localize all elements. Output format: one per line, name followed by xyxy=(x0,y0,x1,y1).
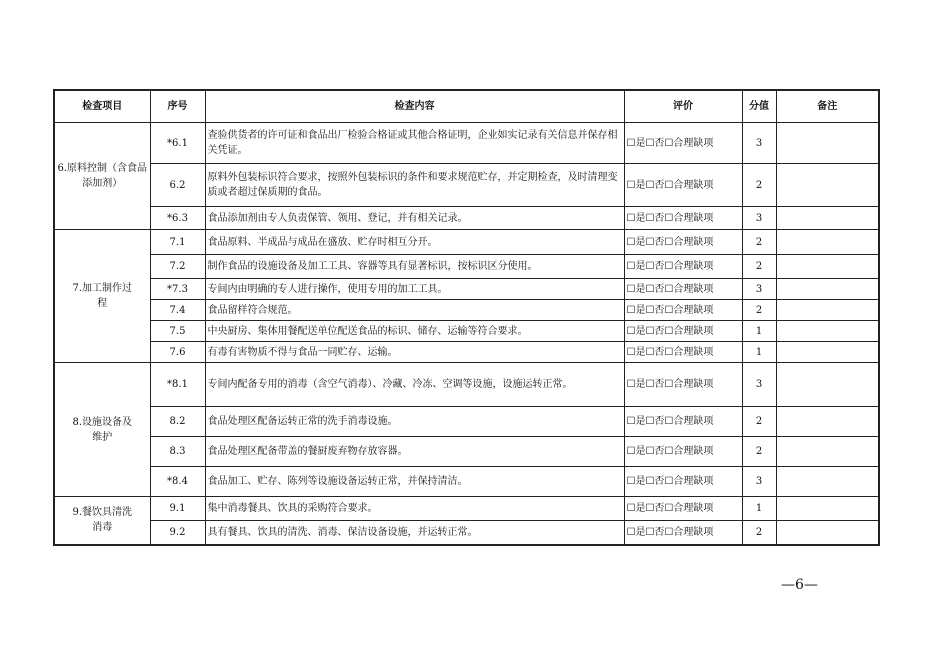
item-content: 中央厨房、集体用餐配送单位配送食品的标识、储存、运输等符合要求。 xyxy=(205,321,624,342)
item-score: 1 xyxy=(742,497,776,521)
item-score: 1 xyxy=(742,342,776,363)
header-category: 检查项目 xyxy=(54,90,150,123)
evaluation-options[interactable]: ☐是☐否☐合理缺项 xyxy=(624,497,742,521)
item-content: 有毒有害物质不得与食品一同贮存、运输。 xyxy=(205,342,624,363)
table-row xyxy=(54,497,879,521)
remarks-cell[interactable] xyxy=(776,437,879,467)
remarks-cell[interactable] xyxy=(776,321,879,342)
table-body xyxy=(54,123,879,545)
item-number: 8.3 xyxy=(150,437,205,467)
table-row xyxy=(54,207,879,230)
item-content: 食品加工、贮存、陈列等设施设备运转正常，并保持清洁。 xyxy=(205,467,624,497)
item-score: 3 xyxy=(742,123,776,164)
item-number: *8.1 xyxy=(150,363,205,407)
item-score: 2 xyxy=(742,164,776,207)
page-number: —6— xyxy=(781,577,818,593)
category-cell: 7.加工制作过程 xyxy=(54,230,150,363)
remarks-cell[interactable] xyxy=(776,407,879,437)
evaluation-options[interactable]: ☐是☐否☐合理缺项 xyxy=(624,207,742,230)
remarks-cell[interactable] xyxy=(776,123,879,164)
item-number: 8.2 xyxy=(150,407,205,437)
item-number: 7.1 xyxy=(150,230,205,255)
item-score: 2 xyxy=(742,230,776,255)
category-cell: 6.原料控制（含食品添加剂） xyxy=(54,123,150,230)
table-row xyxy=(54,407,879,437)
item-content: 制作食品的设施设备及加工工具、容器等具有显著标识，按标识区分使用。 xyxy=(205,255,624,279)
header-number: 序号 xyxy=(150,90,205,123)
table-row xyxy=(54,164,879,207)
remarks-cell[interactable] xyxy=(776,342,879,363)
remarks-cell[interactable] xyxy=(776,207,879,230)
item-number: 7.4 xyxy=(150,300,205,321)
remarks-cell[interactable] xyxy=(776,255,879,279)
item-content: 食品添加剂由专人负责保管、领用、登记，并有相关记录。 xyxy=(205,207,624,230)
item-score: 2 xyxy=(742,300,776,321)
table-row xyxy=(54,363,879,407)
category-cell: 8.设施设备及维护 xyxy=(54,363,150,497)
item-content: 食品原料、半成品与成品在盛放、贮存时相互分开。 xyxy=(205,230,624,255)
table-row xyxy=(54,437,879,467)
evaluation-options[interactable]: ☐是☐否☐合理缺项 xyxy=(624,123,742,164)
item-score: 3 xyxy=(742,207,776,230)
evaluation-options[interactable]: ☐是☐否☐合理缺项 xyxy=(624,164,742,207)
header-score: 分值 xyxy=(742,90,776,123)
remarks-cell[interactable] xyxy=(776,497,879,521)
item-number: 9.1 xyxy=(150,497,205,521)
item-number: *7.3 xyxy=(150,279,205,300)
item-content: 食品处理区配备带盖的餐厨废弃物存放容器。 xyxy=(205,437,624,467)
evaluation-options[interactable]: ☐是☐否☐合理缺项 xyxy=(624,230,742,255)
item-number: *6.1 xyxy=(150,123,205,164)
remarks-cell[interactable] xyxy=(776,164,879,207)
item-score: 2 xyxy=(742,407,776,437)
item-number: *8.4 xyxy=(150,467,205,497)
evaluation-options[interactable]: ☐是☐否☐合理缺项 xyxy=(624,521,742,545)
header-remarks: 备注 xyxy=(776,90,879,123)
table-row xyxy=(54,521,879,545)
item-number: 7.6 xyxy=(150,342,205,363)
item-score: 2 xyxy=(742,437,776,467)
item-score: 3 xyxy=(742,363,776,407)
evaluation-options[interactable]: ☐是☐否☐合理缺项 xyxy=(624,407,742,437)
evaluation-options[interactable]: ☐是☐否☐合理缺项 xyxy=(624,467,742,497)
remarks-cell[interactable] xyxy=(776,363,879,407)
remarks-cell[interactable] xyxy=(776,521,879,545)
table-row xyxy=(54,279,879,300)
evaluation-options[interactable]: ☐是☐否☐合理缺项 xyxy=(624,342,742,363)
item-content: 集中消毒餐具、饮具的采购符合要求。 xyxy=(205,497,624,521)
table-row xyxy=(54,467,879,497)
item-content: 食品留样符合规范。 xyxy=(205,300,624,321)
item-content: 具有餐具、饮具的清洗、消毒、保洁设备设施，并运转正常。 xyxy=(205,521,624,545)
item-number: 6.2 xyxy=(150,164,205,207)
table-header-row xyxy=(54,90,879,123)
header-evaluation: 评价 xyxy=(624,90,742,123)
item-score: 2 xyxy=(742,521,776,545)
item-number: *6.3 xyxy=(150,207,205,230)
item-content: 专间内由明确的专人进行操作，使用专用的加工工具。 xyxy=(205,279,624,300)
evaluation-options[interactable]: ☐是☐否☐合理缺项 xyxy=(624,437,742,467)
item-number: 7.5 xyxy=(150,321,205,342)
item-content: 食品处理区配备运转正常的洗手消毒设施。 xyxy=(205,407,624,437)
item-number: 7.2 xyxy=(150,255,205,279)
remarks-cell[interactable] xyxy=(776,300,879,321)
evaluation-options[interactable]: ☐是☐否☐合理缺项 xyxy=(624,279,742,300)
evaluation-options[interactable]: ☐是☐否☐合理缺项 xyxy=(624,300,742,321)
item-number: 9.2 xyxy=(150,521,205,545)
remarks-cell[interactable] xyxy=(776,467,879,497)
item-content: 查验供货者的许可证和食品出厂检验合格证或其他合格证明，企业如实记录有关信息并保存相关凭证。 xyxy=(205,123,624,164)
header-content: 检查内容 xyxy=(205,90,624,123)
remarks-cell[interactable] xyxy=(776,279,879,300)
table-row xyxy=(54,342,879,363)
table-row xyxy=(54,230,879,255)
table-row xyxy=(54,123,879,164)
item-score: 2 xyxy=(742,255,776,279)
table-row xyxy=(54,255,879,279)
table-row xyxy=(54,321,879,342)
item-score: 3 xyxy=(742,467,776,497)
evaluation-options[interactable]: ☐是☐否☐合理缺项 xyxy=(624,363,742,407)
item-content: 专间内配备专用的消毒（含空气消毒）、冷藏、冷冻、空调等设施，设施运转正常。 xyxy=(205,363,624,407)
table-row xyxy=(54,300,879,321)
item-content: 原料外包装标识符合要求，按照外包装标识的条件和要求规范贮存，并定期检查，及时清理变质或者超过保质期的食品。 xyxy=(205,164,624,207)
evaluation-options[interactable]: ☐是☐否☐合理缺项 xyxy=(624,255,742,279)
item-score: 1 xyxy=(742,321,776,342)
category-cell: 9.餐饮具清洗消毒 xyxy=(54,497,150,545)
inspection-table xyxy=(53,89,880,546)
remarks-cell[interactable] xyxy=(776,230,879,255)
evaluation-options[interactable]: ☐是☐否☐合理缺项 xyxy=(624,321,742,342)
item-score: 3 xyxy=(742,279,776,300)
